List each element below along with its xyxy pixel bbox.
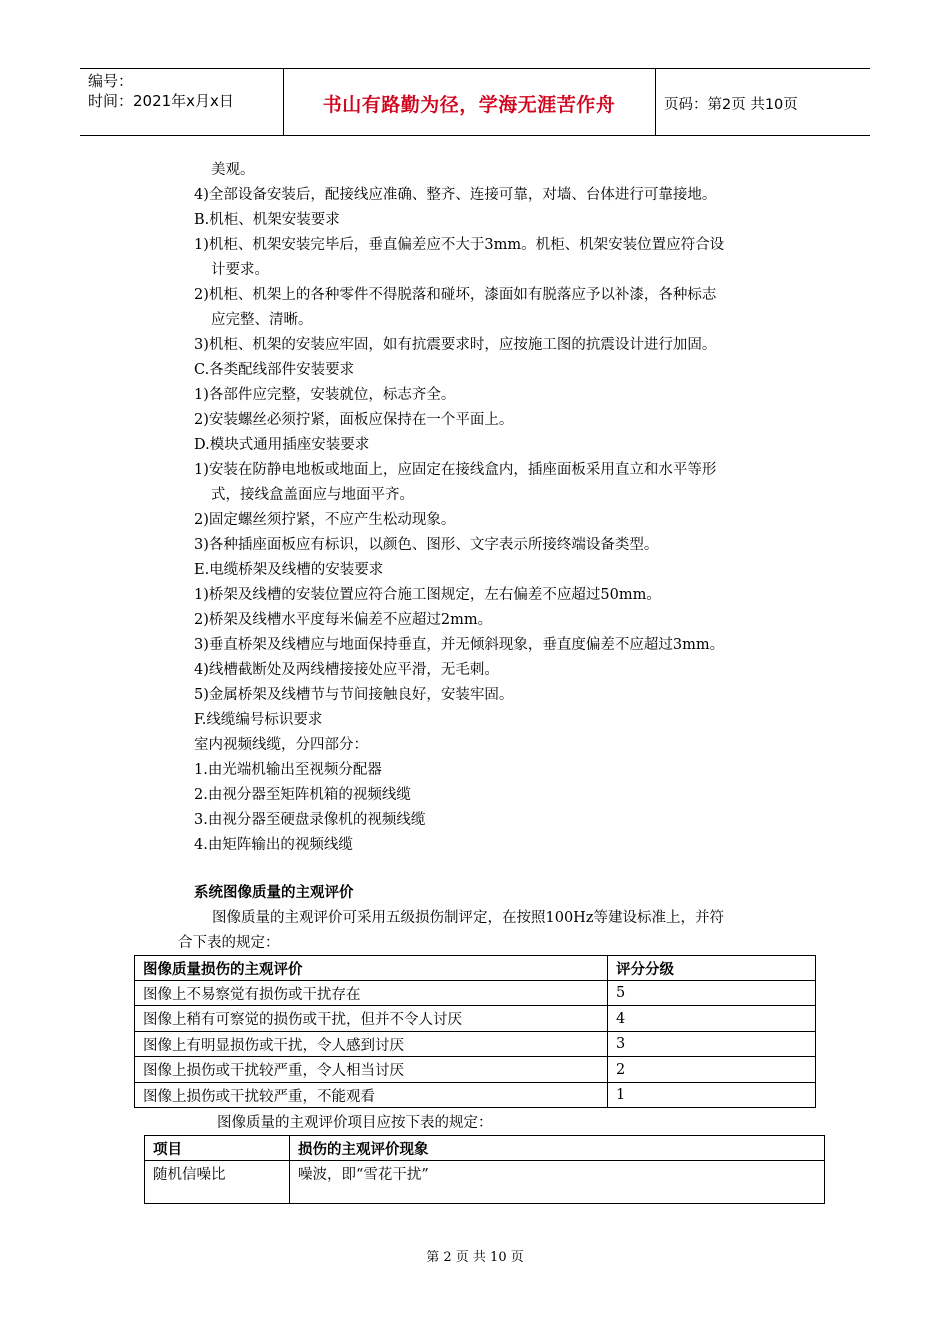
table-row [145, 1161, 825, 1204]
table-cell: 图像上不易察觉有损伤或干扰存在 [135, 981, 608, 1006]
body-line: 4)全部设备安装后，配接线应准确、整齐、连接可靠，对墙、台体进行可靠接地。 [194, 187, 717, 203]
evaluation-items-table [144, 1135, 825, 1204]
table-row [135, 1006, 816, 1032]
table-cell: 3 [608, 1032, 816, 1057]
table-header-cell: 项目 [145, 1136, 290, 1161]
header-page-info: 页码：第2页 共10页 [664, 97, 798, 113]
table-cell: 5 [608, 981, 816, 1006]
body-line: 3)各种插座面板应有标识，以颜色、图形、文字表示所接终端设备类型。 [194, 537, 659, 553]
table-cell: 随机信噪比 [145, 1161, 290, 1204]
body-line: 3)垂直桥架及线槽应与地面保持垂直，并无倾斜现象，垂直度偏差不应超过3mm。 [194, 637, 725, 653]
body-line: C.各类配线部件安装要求 [194, 362, 355, 378]
table-header-cell: 图像质量损伤的主观评价 [135, 956, 608, 981]
body-line: 1)各部件应完整，安装就位，标志齐全。 [194, 387, 456, 403]
table-header-cell: 损伤的主观评价现象 [290, 1136, 825, 1161]
table-cell: 图像上损伤或干扰较严重，令人相当讨厌 [135, 1057, 608, 1083]
table-cell: 噪波，即“雪花干扰” [290, 1161, 825, 1204]
body-line: 5)金属桥架及线槽节与节间接触良好，安装牢固。 [194, 687, 514, 703]
table-header-cell: 评分分级 [608, 956, 816, 981]
table-header-row [135, 956, 816, 981]
body-line: 1)桥架及线槽的安装位置应符合施工图规定，左右偏差不应超过50mm。 [194, 587, 661, 603]
body-line: D.模块式通用插座安装要求 [194, 437, 370, 453]
body-line: 1)机柜、机架安装完毕后，垂直偏差应不大于3mm。机柜、机架安装位置应符合设 [194, 237, 725, 253]
table-row [135, 1057, 816, 1083]
body-line: 1.由光端机输出至视频分配器 [194, 762, 382, 778]
table-row [135, 981, 816, 1006]
page-header [80, 68, 870, 136]
date-label: 时间：2021年x月x日 [88, 92, 234, 110]
body-line: 2)桥架及线槽水平度每米偏差不应超过2mm。 [194, 612, 493, 628]
body-line: 室内视频线缆，分四部分： [194, 737, 368, 753]
body-line: F.线缆编号标识要求 [194, 712, 323, 728]
body-line: 4.由矩阵输出的视频线缆 [194, 837, 353, 853]
table-row [135, 1032, 816, 1057]
body-line: 2)固定螺丝须拧紧，不应产生松动现象。 [194, 512, 456, 528]
section-title: 系统图像质量的主观评价 [194, 885, 354, 901]
paragraph-line: 图像质量的主观评价可采用五级损伤制评定，在按照100Hz等建设标准上，并符 [212, 910, 724, 926]
paragraph-line: 图像质量的主观评价项目应按下表的规定： [217, 1115, 493, 1131]
table-cell: 图像上有明显损伤或干扰，令人感到讨厌 [135, 1032, 608, 1057]
body-line: 1)安装在防静电地板或地面上，应固定在接线盒内，插座面板采用直立和水平等形 [194, 462, 717, 478]
body-line: 2.由视分器至矩阵机箱的视频线缆 [194, 787, 411, 803]
body-line: E.电缆桥架及线槽的安装要求 [194, 562, 384, 578]
body-line: 美观。 [211, 162, 255, 178]
number-label: 编号： [88, 72, 134, 90]
body-line: 4)线槽截断处及两线槽接接处应平滑，无毛刺。 [194, 662, 499, 678]
body-line: 3)机柜、机架的安装应牢固，如有抗震要求时，应按施工图的抗震设计进行加固。 [194, 337, 717, 353]
table-cell: 4 [608, 1006, 816, 1032]
body-line: 应完整、清晰。 [211, 312, 313, 328]
header-motto: 书山有路勤为径，学海无涯苦作舟 [322, 93, 616, 116]
quality-rating-table [134, 955, 816, 1108]
body-line: 计要求。 [211, 262, 269, 278]
body-line: 2)机柜、机架上的各种零件不得脱落和碰坏，漆面如有脱落应予以补漆，各种标志 [194, 287, 717, 303]
body-line: 3.由视分器至硬盘录像机的视频线缆 [194, 812, 426, 828]
body-line: 2)安装螺丝必须拧紧，面板应保持在一个平面上。 [194, 412, 514, 428]
header-divider-right [655, 69, 656, 135]
table-row [135, 1083, 816, 1108]
paragraph-line: 合下表的规定： [178, 935, 280, 951]
table-cell: 图像上稍有可察觉的损伤或干扰，但并不令人讨厌 [135, 1006, 608, 1032]
header-meta [88, 71, 234, 111]
table-cell: 图像上损伤或干扰较严重，不能观看 [135, 1083, 608, 1108]
page-footer: 第 2 页 共 10 页 [426, 1250, 524, 1265]
body-line: B.机柜、机架安装要求 [194, 212, 340, 228]
body-line: 式，接线盒盖面应与地面平齐。 [211, 487, 414, 503]
table-cell: 1 [608, 1083, 816, 1108]
table-header-row [145, 1136, 825, 1161]
table-cell: 2 [608, 1057, 816, 1083]
